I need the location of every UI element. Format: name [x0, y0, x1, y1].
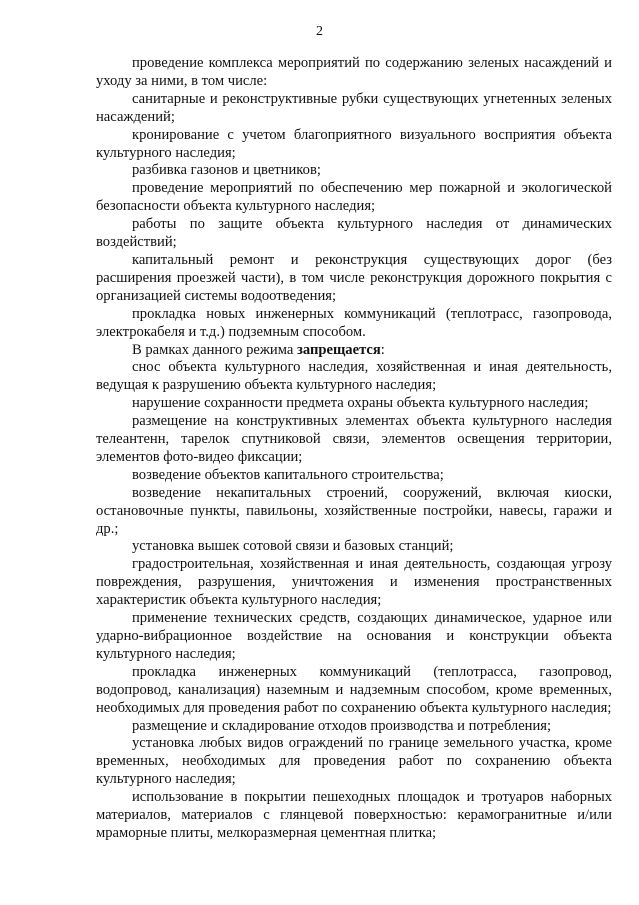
paragraph-text: использование в покрытии пешеходных площадок и тротуаров наборных материалов, материалов с глянцевой поверхностью: керамогранитные и/или мраморные плиты, мелкоразмерная цементная плитка; — [96, 789, 612, 841]
paragraph — [96, 127, 612, 163]
paragraph-text: возведение некапитальных строений, сооружений, включая киоски, остановочные пункты, павильоны, хозяйственные постройки, навесы, гаражи и др.; — [96, 484, 612, 537]
paragraph-text: В рамках данного режима — [132, 341, 297, 358]
paragraph — [96, 162, 612, 180]
paragraph — [96, 395, 612, 413]
paragraph — [96, 789, 612, 843]
paragraph — [96, 91, 612, 127]
paragraph — [96, 180, 612, 216]
paragraph-text: применение технических средств, создающих динамическое, ударное или ударно-вибрационное воздействие на основания и конструкции объекта культурного наследия; — [96, 610, 612, 662]
paragraph — [96, 413, 612, 467]
page-number: 2 — [316, 24, 323, 39]
paragraph — [96, 735, 612, 789]
paragraph — [96, 216, 612, 252]
paragraph — [96, 556, 612, 610]
paragraph — [96, 718, 612, 736]
paragraph-text: снос объекта культурного наследия, хозяйственная и иная деятельность, ведущая к разрушению объекта культурного наследия; — [96, 359, 612, 394]
paragraph — [96, 252, 612, 306]
paragraph — [96, 610, 612, 664]
paragraph-text-tail: : — [380, 341, 385, 358]
paragraph-text: возведение объектов капитального строительства; — [132, 466, 444, 483]
paragraph — [96, 485, 612, 539]
paragraph-text: прокладка новых инженерных коммуникаций (теплотрасс, газопровода, электрокабеля и т.д.) подземным способом. — [96, 305, 612, 340]
paragraph-text: прокладка инженерных коммуникаций (теплотрасса, газопровод, водопровод, канализация) наземным и надземным способом, кроме временных, необходимых для проведения работ по сохранению объекта культурного наследия; — [96, 663, 612, 716]
paragraph-text: проведение комплекса мероприятий по содержанию зеленых насаждений и уходу за ними, в том числе: — [96, 55, 612, 89]
paragraph-text: санитарные и реконструктивные рубки существующих угнетенных зеленых насаждений; — [96, 90, 612, 125]
paragraph — [96, 467, 612, 485]
regime-prohibitions-heading — [96, 342, 612, 360]
paragraph-text: разбивка газонов и цветников; — [132, 162, 321, 179]
paragraph-text: нарушение сохранности предмета охраны объекта культурного наследия; — [132, 395, 589, 412]
paragraph-text: капитальный ремонт и реконструкция существующих дорог (без расширения проезжей части), в том числе реконструкция дорожного покрытия с организацией системы водоотведения; — [96, 251, 612, 304]
paragraph-text: размещение на конструктивных элементах объекта культурного наследия телеантенн, тарелок спутниковой связи, элементов освещения территории, элементов фото-видео фиксации; — [96, 413, 612, 465]
paragraph-text: кронирование с учетом благоприятного визуального восприятия объекта культурного наследия; — [96, 126, 612, 161]
prohibited-keyword: запрещается — [297, 341, 381, 358]
paragraph-text: градостроительная, хозяйственная и иная деятельность, создающая угрозу повреждения, разрушения, уничтожения и изменения пространственных характеристик объекта культурного наследия; — [96, 556, 612, 609]
document-body — [96, 55, 612, 843]
paragraph-text: установка любых видов ограждений по границе земельного участка, кроме временных, необходимых для проведения работ по сохранению объекта культурного наследия; — [96, 735, 612, 788]
paragraph — [96, 538, 612, 556]
paragraph-text: работы по защите объекта культурного наследия от динамических воздействий; — [96, 216, 612, 251]
paragraph-text: установка вышек сотовой связи и базовых станций; — [132, 538, 454, 555]
paragraph — [96, 664, 612, 718]
paragraph-text: проведение мероприятий по обеспечению мер пожарной и экологической безопасности объекта культурного наследия; — [96, 180, 612, 215]
paragraph — [96, 359, 612, 395]
paragraph-text: размещение и складирование отходов производства и потребления; — [132, 717, 552, 734]
paragraph — [96, 55, 612, 91]
paragraph — [96, 306, 612, 342]
